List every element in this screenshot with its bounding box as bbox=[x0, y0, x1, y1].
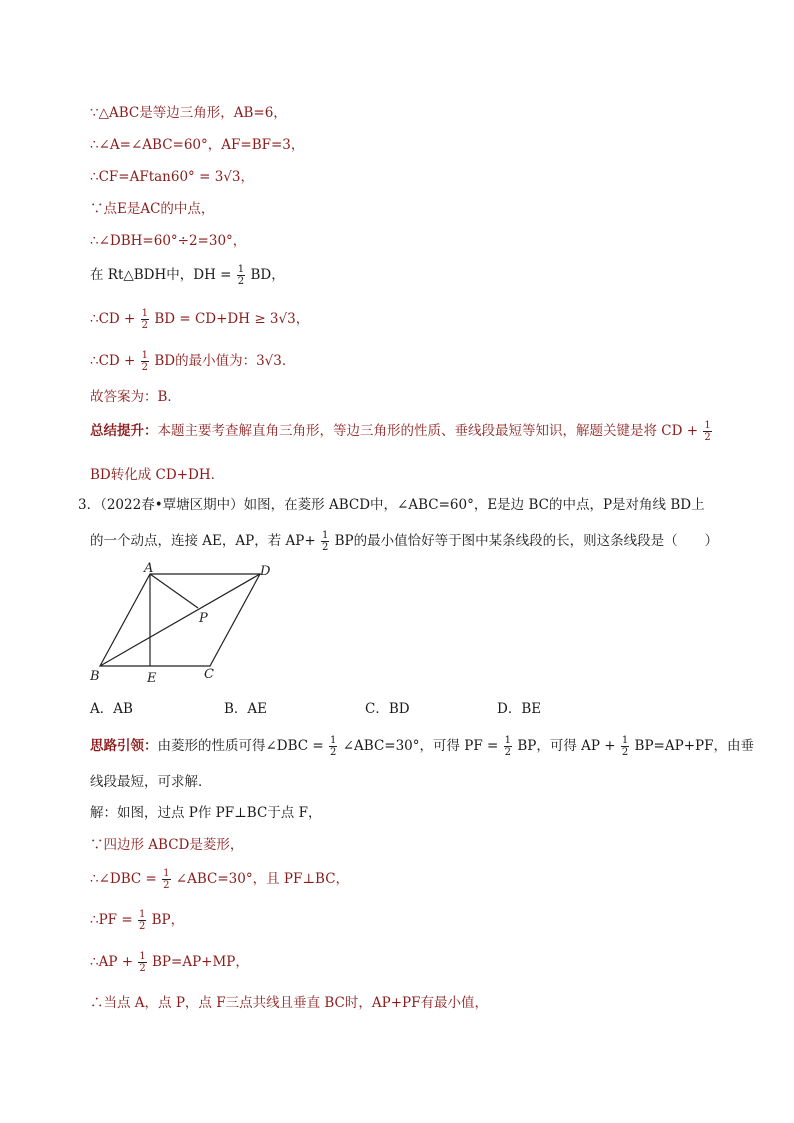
fraction-half: $\frac{1}{2}$ bbox=[141, 308, 149, 331]
option-b[interactable]: B．AE bbox=[224, 701, 268, 717]
fraction-half: $\frac{1}{2}$ bbox=[237, 264, 245, 287]
fraction-half: $\frac{1}{2}$ bbox=[504, 735, 512, 758]
summary-label: 总结提升： bbox=[90, 423, 158, 439]
label-d: D bbox=[260, 564, 271, 579]
fraction-half: $\frac{1}{2}$ bbox=[163, 868, 170, 891]
hint-line-2: 线段最短，可求解． bbox=[90, 774, 212, 790]
fraction-half: $\frac{1}{2}$ bbox=[141, 350, 149, 373]
rhombus-figure bbox=[88, 560, 288, 685]
option-a[interactable]: A．AB bbox=[90, 701, 133, 717]
solution-line-6: ∴当点 A，点 P，点 F三点共线且垂直 BC时，AP+PF有最小值， bbox=[90, 995, 488, 1011]
segment-ap bbox=[150, 574, 198, 608]
label-c: C bbox=[204, 667, 214, 682]
text-line-1: ∵△ABC是等边三角形，AB=6， bbox=[90, 105, 287, 121]
question-3-line-2: 的一个动点，连接 AE，AP，若 AP+ $\frac{1}{2}$ BP的最小值恰好等于图中某条线段的长，则这条线段是（ ） bbox=[90, 530, 719, 553]
option-d[interactable]: D．BE bbox=[497, 701, 542, 717]
text-line-3: ∴CF=AFtan60° = 3√3， bbox=[90, 169, 254, 185]
solution-line-3: ∴∠DBC = $\frac{1}{2}$ ∠ABC=30°，且 PF⊥BC， bbox=[90, 868, 350, 891]
solution-line-2: ∵四边形 ABCD是菱形， bbox=[90, 837, 244, 853]
hint-label: 思路引领： bbox=[90, 738, 158, 754]
summary-line: 总结提升：本题主要考查解直角三角形，等边三角形的性质、垂线段最短等知识，解题关键是将 CD + $\frac{1}{2}$ bbox=[90, 420, 711, 443]
fraction-half: $\frac{1}{2}$ bbox=[139, 951, 146, 974]
hint-line-1: 思路引领：由菱形的性质可得∠DBC = $\frac{1}{2}$ ∠ABC=30°，可得 PF = $\frac{1}{2}$ BP，可得 AP + $\frac{1}{2}$ BP=AP+PF，由垂 bbox=[90, 735, 754, 758]
label-a: A bbox=[144, 561, 154, 576]
text-line-5: ∴∠DBH=60°÷2=30°， bbox=[90, 233, 247, 249]
diagonal-bd bbox=[100, 574, 260, 666]
question-3-line-1: 3．（2022春•覃塘区期中）如图，在菱形 ABCD中，∠ABC=60°，E是边 BC的中点，P是对角线 BD上 bbox=[78, 497, 705, 513]
solution-line-1: 解：如图，过点 P作 PF⊥BC于点 F， bbox=[90, 805, 322, 821]
fraction-half: $\frac{1}{2}$ bbox=[138, 909, 146, 932]
option-c[interactable]: C．BD bbox=[365, 701, 410, 717]
text-line-2: ∴∠A=∠ABC=60°，AF=BF=3， bbox=[90, 137, 305, 153]
fraction-half: $\frac{1}{2}$ bbox=[330, 735, 337, 758]
solution-line-5: ∴AP + $\frac{1}{2}$ BP=AP+MP， bbox=[90, 951, 249, 974]
text-line-7: ∴CD + $\frac{1}{2}$ BD = CD+DH ≥ 3√3， bbox=[90, 308, 310, 331]
label-b: B bbox=[90, 669, 100, 684]
solution-line-4: ∴PF = $\frac{1}{2}$ BP， bbox=[90, 909, 185, 932]
text-line-8: ∴CD + $\frac{1}{2}$ BD的最小值为：3√3． bbox=[90, 350, 296, 373]
text-line-9: 故答案为：B． bbox=[90, 389, 181, 405]
fraction-half: $\frac{1}{2}$ bbox=[621, 735, 629, 758]
summary-line-2: BD转化成 CD+DH． bbox=[90, 467, 225, 483]
text-line-4: ∵点E是AC的中点， bbox=[90, 201, 215, 217]
label-p: P bbox=[199, 611, 208, 626]
text-line-6: 在 Rt△BDH中，DH = $\frac{1}{2}$ BD， bbox=[90, 264, 285, 287]
fraction-half: $\frac{1}{2}$ bbox=[321, 530, 329, 553]
label-e: E bbox=[147, 671, 157, 685]
fraction-half: $\frac{1}{2}$ bbox=[704, 420, 711, 443]
